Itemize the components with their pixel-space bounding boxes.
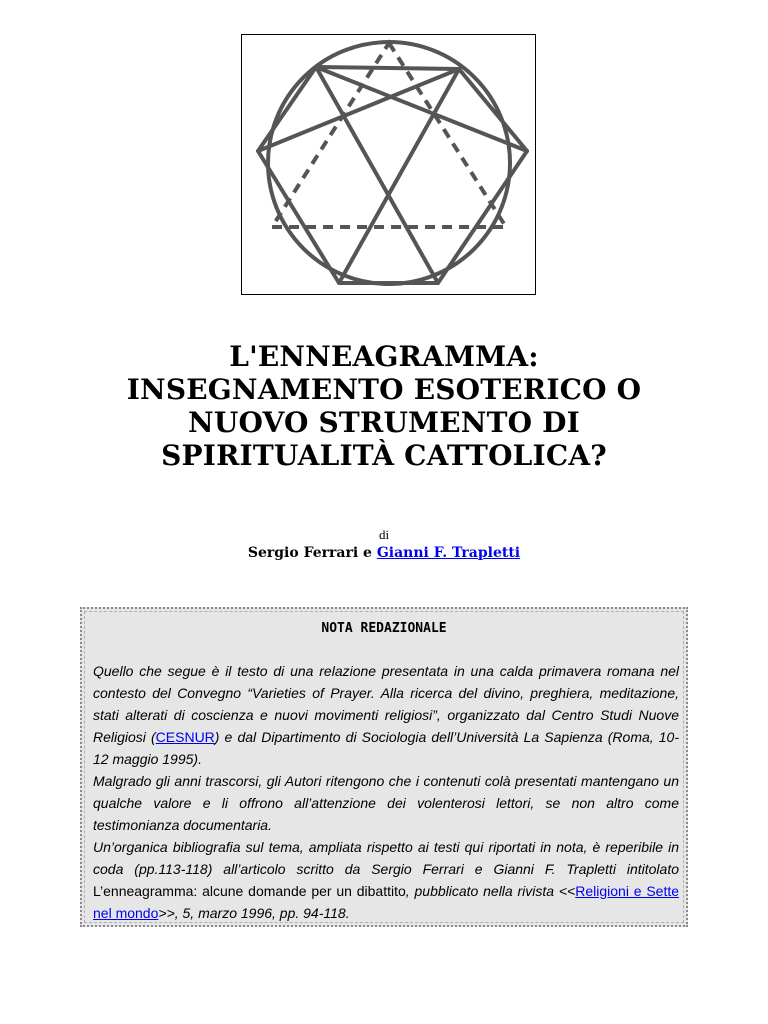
editorial-note-box [80,607,688,927]
note-heading: NOTA REDAZIONALE [321,621,447,636]
cesnur-link[interactable]: CESNUR [155,729,215,745]
note-p3-text: Un’organica bibliografia sul tema, ampliata rispetto ai testi qui riportati in nota, è reperibile in coda (pp.113-118) all’articolo scritto da Sergio Ferrari e Gianni F. Trapletti intitolato [93,839,679,877]
note-paragraph-2: Malgrado gli anni trascorsi, gli Autori ritengono che i contenuti colà presentati mantengano un qualche valore e li offrono all’attenzione dei volenterosi lettori, se non altro come testimonianza documentaria. [93,773,679,833]
title-line-3: NUOVO STRUMENTO DI [188,406,580,439]
enneagram-figure [241,34,536,295]
enneagram-circle [268,42,510,284]
enneagram-symbol-icon [242,35,535,294]
note-p1-text: Quello che segue è il testo di una relazione presentata in una calda primavera romana nel contesto del Convegno “Varieties of Prayer. Alla ricerca del divino, preghiera, meditazione, stati alterati di coscienza e nuovi movimenti religiosi”, organizzato dal Centro Studi Nuove Religiosi ( [93,663,679,745]
title-line-4: SPIRITUALITÀ CATTOLICA? [161,439,607,472]
title-line-2: INSEGNAMENTO ESOTERICO O [126,373,642,406]
article-title: L’enneagramma: alcune domande per un dibattito [93,883,406,899]
author-second-link[interactable]: Gianni F. Trapletti [376,545,521,561]
note-p3-text-end: >>, 5, marzo 1996, pp. 94-118. [158,905,350,921]
title-line-1: L'ENNEAGRAMMA: [229,340,539,373]
authors-line [84,545,684,561]
note-paragraph-3 [93,836,679,924]
document-title [84,340,684,472]
journal-link[interactable]: Religioni e Sette nel mondo [93,883,680,921]
note-paragraph-1 [93,660,679,770]
author-first: Sergio Ferrari e [247,545,377,561]
note-p3-text-mid: , pubblicato nella rivista << [405,883,576,899]
note-p1-text-end: ) e dal Dipartimento di Sociologia dell’Università La Sapienza (Roma, 10-12 maggio 1995). [93,729,679,767]
byline: di [378,527,390,542]
note-body [93,660,679,924]
enneagram-cross-lines [316,67,438,283]
